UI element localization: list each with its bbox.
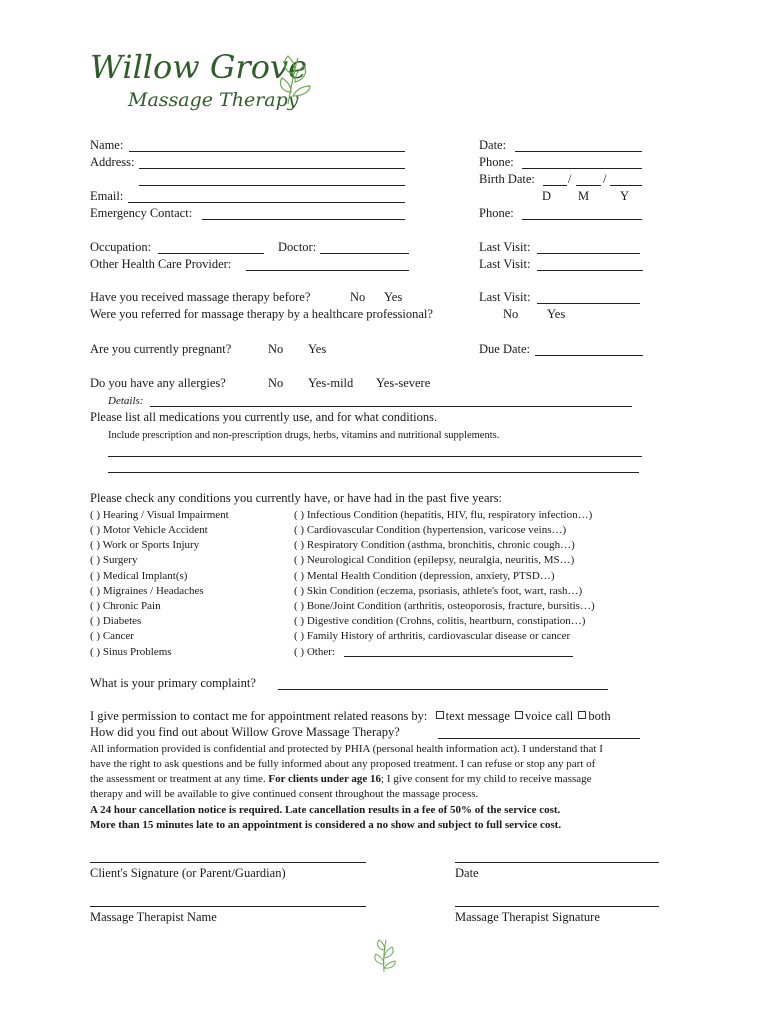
name-label: Name:: [90, 138, 124, 152]
consent-text: [90, 772, 592, 787]
year-hint: Y: [620, 189, 630, 203]
text-message-label: text message: [445, 709, 510, 723]
phone-field-2[interactable]: [522, 219, 642, 220]
complaint-field[interactable]: [278, 689, 608, 690]
email-label: Email:: [90, 189, 124, 203]
logo-line2: Massage Therapy: [128, 89, 299, 111]
therapist-signature-label: Massage Therapist Signature: [455, 910, 600, 924]
last-visit-field[interactable]: [537, 253, 640, 254]
medications-note: Include prescription and non-prescription drugs, herbs, vitamins and nutritional supplements.: [108, 430, 500, 441]
signature-date-field[interactable]: [455, 862, 659, 863]
consent-text: therapy and will be available to give continued consent throughout the massage process.: [90, 788, 479, 800]
emergency-contact-field[interactable]: [202, 219, 405, 220]
consent-text: All information provided is confidential and protected by PHIA (personal health information act). I understand that I: [90, 743, 603, 755]
medications-field-2[interactable]: [108, 472, 639, 473]
condition-item[interactable]: ( ) Skin Condition (eczema, psoriasis, athlete's foot, wart, rash…): [294, 585, 583, 597]
voice-call-label: voice call: [525, 709, 574, 723]
last-visit-field-2[interactable]: [537, 270, 643, 271]
pregnant-yes[interactable]: Yes: [308, 342, 327, 356]
occupation-label: Occupation:: [90, 240, 152, 254]
last-visit-field-3[interactable]: [537, 303, 640, 304]
occupation-field[interactable]: [158, 253, 264, 254]
phone-field[interactable]: [522, 168, 642, 169]
referred-no[interactable]: No: [503, 307, 519, 321]
day-hint: D: [542, 189, 552, 203]
birth-separator: /: [603, 172, 607, 186]
address-field-2[interactable]: [139, 185, 405, 186]
condition-item[interactable]: ( ) Medical Implant(s): [90, 570, 188, 582]
address-field[interactable]: [139, 168, 405, 169]
condition-item[interactable]: ( ) Bone/Joint Condition (arthritis, osteoporosis, fracture, bursitis…): [294, 600, 595, 612]
condition-item[interactable]: ( ) Digestive condition (Crohns, colitis, heartburn, constipation…): [294, 615, 586, 627]
last-visit-label-2: Last Visit:: [479, 257, 531, 271]
pregnant-question: Are you currently pregnant?: [90, 342, 232, 356]
condition-item[interactable]: ( ) Infectious Condition (hepatitis, HIV, flu, respiratory infection…): [294, 509, 593, 521]
complaint-question: What is your primary complaint?: [90, 676, 256, 690]
condition-item[interactable]: ( ) Diabetes: [90, 615, 142, 627]
allergies-severe[interactable]: Yes-severe: [376, 376, 431, 390]
condition-item[interactable]: ( ) Motor Vehicle Accident: [90, 524, 208, 536]
consent-text-part: ; I give consent for my child to receive massage: [381, 773, 592, 785]
condition-item[interactable]: ( ) Cancer: [90, 630, 134, 642]
massage-before-no[interactable]: No: [350, 290, 366, 304]
massage-before-question: Have you received massage therapy before?: [90, 290, 311, 304]
condition-other[interactable]: ( ) Other:: [294, 646, 335, 658]
both-checkbox[interactable]: [578, 711, 586, 719]
therapist-name-label: Massage Therapist Name: [90, 910, 217, 924]
condition-other-field[interactable]: [344, 656, 573, 657]
birth-day-field[interactable]: [543, 185, 567, 186]
late-notice: More than 15 minutes late to an appointment is considered a no show and subject to full service cost.: [90, 819, 562, 831]
condition-item[interactable]: ( ) Respiratory Condition (asthma, bronchitis, chronic cough…): [294, 539, 575, 551]
other-provider-field[interactable]: [246, 270, 409, 271]
pregnant-no[interactable]: No: [268, 342, 284, 356]
last-visit-label-3: Last Visit:: [479, 290, 531, 304]
condition-item[interactable]: ( ) Family History of arthritis, cardiovascular disease or cancer: [294, 630, 571, 642]
phone-label: Phone:: [479, 155, 514, 169]
permission-text: I give permission to contact me for appointment related reasons by:: [90, 709, 428, 723]
date-label: Date:: [479, 138, 507, 152]
phone-label-2: Phone:: [479, 206, 514, 220]
condition-item[interactable]: ( ) Migraines / Headaches: [90, 585, 204, 597]
details-field[interactable]: [150, 406, 632, 407]
birth-year-field[interactable]: [610, 185, 642, 186]
condition-item[interactable]: ( ) Cardiovascular Condition (hypertension, varicose veins…): [294, 524, 567, 536]
condition-item[interactable]: ( ) Mental Health Condition (depression, anxiety, PTSD…): [294, 570, 555, 582]
month-hint: M: [578, 189, 590, 203]
emergency-contact-label: Emergency Contact:: [90, 206, 193, 220]
logo-line1: Willow Grove: [90, 48, 307, 86]
birth-date-label: Birth Date:: [479, 172, 535, 186]
other-provider-label: Other Health Care Provider:: [90, 257, 232, 271]
email-field[interactable]: [128, 202, 405, 203]
conditions-intro: Please check any conditions you currently have, or have had in the past five years:: [90, 491, 503, 505]
condition-item[interactable]: ( ) Chronic Pain: [90, 600, 161, 612]
consent-age-emphasis: For clients under age 16: [268, 773, 382, 785]
cancellation-notice: A 24 hour cancellation notice is required. Late cancellation results in a fee of 50% of the service cost.: [90, 804, 561, 816]
name-field[interactable]: [129, 151, 405, 152]
client-signature-field[interactable]: [90, 862, 366, 863]
due-date-field[interactable]: [535, 355, 643, 356]
allergies-mild[interactable]: Yes-mild: [308, 376, 354, 390]
medications-question: Please list all medications you currently use, and for what conditions.: [90, 410, 438, 424]
find-out-field[interactable]: [438, 738, 640, 739]
signature-date-label: Date: [455, 866, 479, 880]
find-out-question: How did you find out about Willow Grove Massage Therapy?: [90, 725, 400, 739]
text-message-checkbox[interactable]: [436, 711, 444, 719]
medications-field[interactable]: [108, 456, 642, 457]
birth-separator: /: [568, 172, 572, 186]
condition-item[interactable]: ( ) Sinus Problems: [90, 646, 172, 658]
doctor-field[interactable]: [320, 253, 409, 254]
address-label: Address:: [90, 155, 135, 169]
consent-text: have the right to ask questions and be fully informed about any proposed treatment. I can refuse or stop any part of: [90, 758, 596, 770]
details-label: Details:: [108, 395, 144, 407]
willow-grove-logo: [88, 44, 318, 116]
client-signature-label: Client's Signature (or Parent/Guardian): [90, 866, 286, 880]
allergies-no[interactable]: No: [268, 376, 284, 390]
leaf-icon: [368, 936, 400, 974]
birth-month-field[interactable]: [576, 185, 601, 186]
therapist-signature-field[interactable]: [455, 906, 659, 907]
referred-yes[interactable]: Yes: [547, 307, 566, 321]
permission-row: [90, 709, 611, 724]
massage-before-yes[interactable]: Yes: [384, 290, 403, 304]
allergies-question: Do you have any allergies?: [90, 376, 226, 390]
consent-text-part: the assessment or treatment at any time.: [90, 773, 266, 785]
both-label: both: [588, 709, 611, 723]
last-visit-label: Last Visit:: [479, 240, 531, 254]
due-date-label: Due Date:: [479, 342, 531, 356]
doctor-label: Doctor:: [278, 240, 317, 254]
condition-item[interactable]: ( ) Neurological Condition (epilepsy, neuralgia, neuritis, MS…): [294, 554, 575, 566]
condition-item[interactable]: ( ) Work or Sports Injury: [90, 539, 200, 551]
condition-item[interactable]: ( ) Hearing / Visual Impairment: [90, 509, 229, 521]
date-field[interactable]: [515, 151, 642, 152]
voice-call-checkbox[interactable]: [515, 711, 523, 719]
therapist-name-field[interactable]: [90, 906, 366, 907]
referred-question: Were you referred for massage therapy by a healthcare professional?: [90, 307, 433, 321]
condition-item[interactable]: ( ) Surgery: [90, 554, 138, 566]
